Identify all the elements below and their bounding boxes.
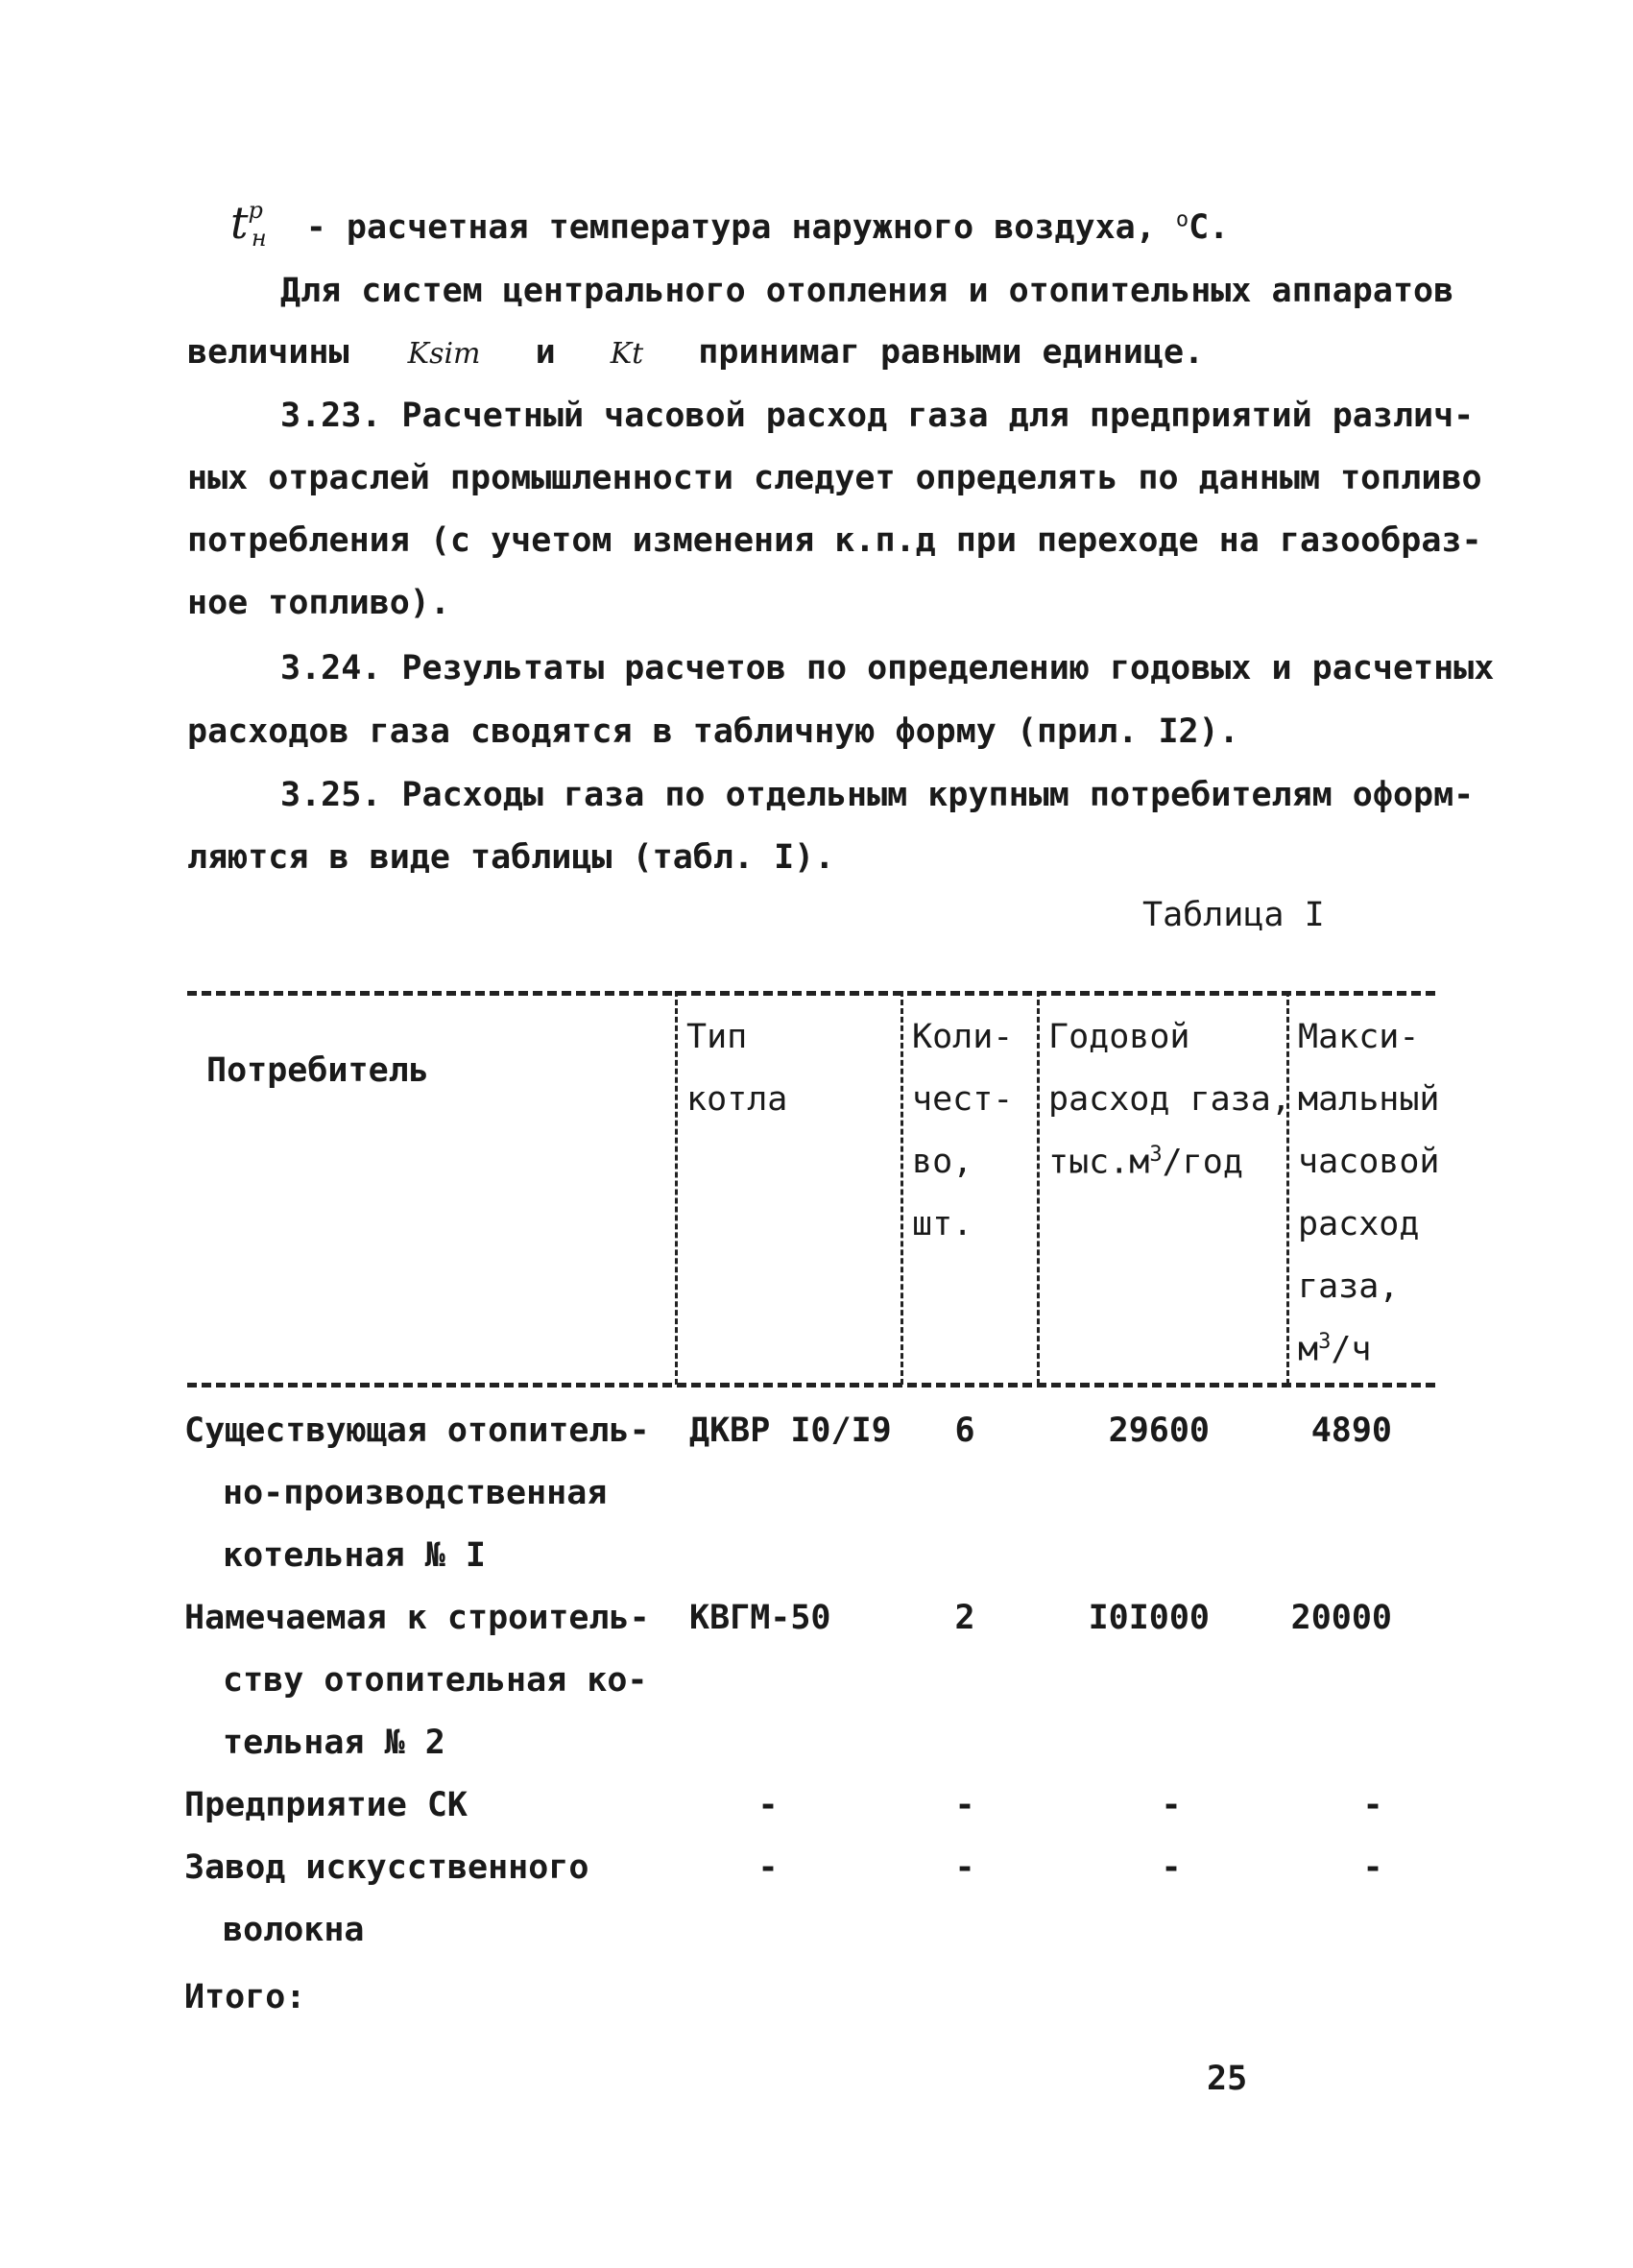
para-3-24-line1: 3.24. Результаты расчетов по определению годовых и расчетных bbox=[280, 649, 1495, 688]
header-max-l5: газа, bbox=[1298, 1267, 1400, 1306]
para-3-25-line1: 3.25. Расходы газа по отдельным крупным потребителям оформ- bbox=[280, 776, 1475, 814]
header-annual-l2: расход газа, bbox=[1048, 1080, 1291, 1119]
para-3-25-line2: ляются в виде таблицы (табл. I). bbox=[187, 838, 835, 877]
header-count-l1: Коли- bbox=[912, 1018, 1014, 1056]
row1-annual: 29600 bbox=[1108, 1411, 1210, 1450]
row1-consumer-l2: но-производственная bbox=[223, 1474, 608, 1512]
header-max-sup: 3 bbox=[1318, 1330, 1332, 1354]
header-max-unit-end: /ч bbox=[1331, 1330, 1372, 1369]
para-3-23-line1: 3.23. Расчетный часовой расход газа для предприятий различ- bbox=[280, 397, 1475, 435]
unit-text: С. bbox=[1189, 208, 1230, 247]
header-annual-sup: 3 bbox=[1149, 1143, 1163, 1167]
col-divider-2 bbox=[901, 991, 903, 1385]
row1-consumer-l1: Существующая отопитель- bbox=[184, 1411, 650, 1450]
row3-count: - bbox=[954, 1786, 975, 1824]
unit-degree: о bbox=[1175, 207, 1189, 232]
header-max-l3: часовой bbox=[1298, 1143, 1440, 1181]
header-count-l2: чест- bbox=[912, 1080, 1014, 1119]
table-header-bottom-rule bbox=[187, 1383, 1435, 1387]
row4-annual: - bbox=[1161, 1848, 1182, 1887]
symbol-kt: Kt bbox=[610, 337, 644, 371]
row2-max: 20000 bbox=[1290, 1599, 1392, 1637]
row3-consumer-l1: Предприятие СК bbox=[184, 1786, 468, 1824]
header-max-l2: мальный bbox=[1298, 1080, 1440, 1119]
formula-text: - расчетная температура наружного воздуха, bbox=[305, 208, 1156, 247]
row2-consumer-l1: Намечаемая к строитель- bbox=[184, 1599, 650, 1637]
header-count-l4: шт. bbox=[912, 1205, 973, 1243]
header-max-l4: расход bbox=[1298, 1205, 1420, 1243]
row2-consumer-l2: ству отопительная ко- bbox=[223, 1661, 648, 1700]
header-max-l6 bbox=[1298, 1330, 1371, 1369]
row1-max: 4890 bbox=[1310, 1411, 1392, 1450]
row4-max: - bbox=[1362, 1848, 1383, 1887]
table-caption: Таблица I bbox=[1142, 896, 1325, 934]
symbol-ksim: Ksim bbox=[407, 337, 481, 371]
header-annual-l3 bbox=[1048, 1143, 1243, 1182]
heating-para-line1: Для систем центрального отопления и отопительных аппаратов bbox=[280, 272, 1454, 310]
para-3-23-line4: ное топливо). bbox=[187, 584, 450, 622]
row3-max: - bbox=[1362, 1786, 1383, 1824]
formula-line bbox=[230, 197, 1229, 252]
para-3-23-line3: потребления (с учетом изменения к.п.д при переходе на газообраз- bbox=[187, 521, 1482, 560]
header-type-l1: Тип bbox=[686, 1018, 748, 1056]
row2-type: КВГМ-50 bbox=[689, 1599, 831, 1637]
row1-count: 6 bbox=[954, 1411, 975, 1450]
row3-annual: - bbox=[1161, 1786, 1182, 1824]
col-divider-3 bbox=[1037, 991, 1040, 1385]
header-annual-unit-end: /год bbox=[1162, 1143, 1243, 1182]
table-total-label: Итого: bbox=[184, 1978, 306, 2016]
row4-consumer-l1: Завод искусственного bbox=[184, 1848, 589, 1887]
table-top-rule bbox=[187, 991, 1435, 996]
heating-line2-end: принимаг равными единице. bbox=[698, 333, 1205, 372]
para-3-24-line2: расходов газа сводятся в табличную форму (прил. I2). bbox=[187, 712, 1239, 751]
row2-annual: I0I000 bbox=[1088, 1599, 1210, 1637]
col-divider-1 bbox=[675, 991, 678, 1385]
header-count-l3: во, bbox=[912, 1143, 973, 1181]
header-type-l2: котла bbox=[686, 1080, 788, 1119]
row4-count: - bbox=[954, 1848, 975, 1887]
row4-consumer-l2: волокна bbox=[223, 1911, 365, 1949]
row4-type: - bbox=[757, 1848, 779, 1887]
row3-type: - bbox=[757, 1786, 779, 1824]
formula-sup: p bbox=[248, 197, 263, 225]
col-divider-4 bbox=[1286, 991, 1289, 1385]
header-annual-unit: тыс.м bbox=[1048, 1143, 1150, 1182]
row2-count: 2 bbox=[954, 1599, 975, 1637]
para-3-23-line2: ных отраслей промышленности следует определять по данным топливо bbox=[187, 459, 1482, 497]
heating-para-line2 bbox=[187, 333, 1204, 372]
row1-type: ДКВР I0/I9 bbox=[689, 1411, 892, 1450]
header-consumer: Потребитель bbox=[206, 1051, 429, 1090]
row1-consumer-l3: котельная № I bbox=[223, 1536, 486, 1575]
page-number: 25 bbox=[1207, 2060, 1248, 2098]
heating-line2-start: величины bbox=[187, 333, 349, 372]
header-max-unit: м bbox=[1298, 1330, 1319, 1369]
row2-consumer-l3: тельная № 2 bbox=[223, 1724, 445, 1762]
formula-symbol: t bbox=[230, 197, 249, 249]
header-max-l1: Макси- bbox=[1298, 1018, 1420, 1056]
formula-sub: н bbox=[251, 225, 267, 252]
header-annual-l1: Годовой bbox=[1048, 1018, 1190, 1056]
heating-line2-and: и bbox=[535, 333, 556, 372]
